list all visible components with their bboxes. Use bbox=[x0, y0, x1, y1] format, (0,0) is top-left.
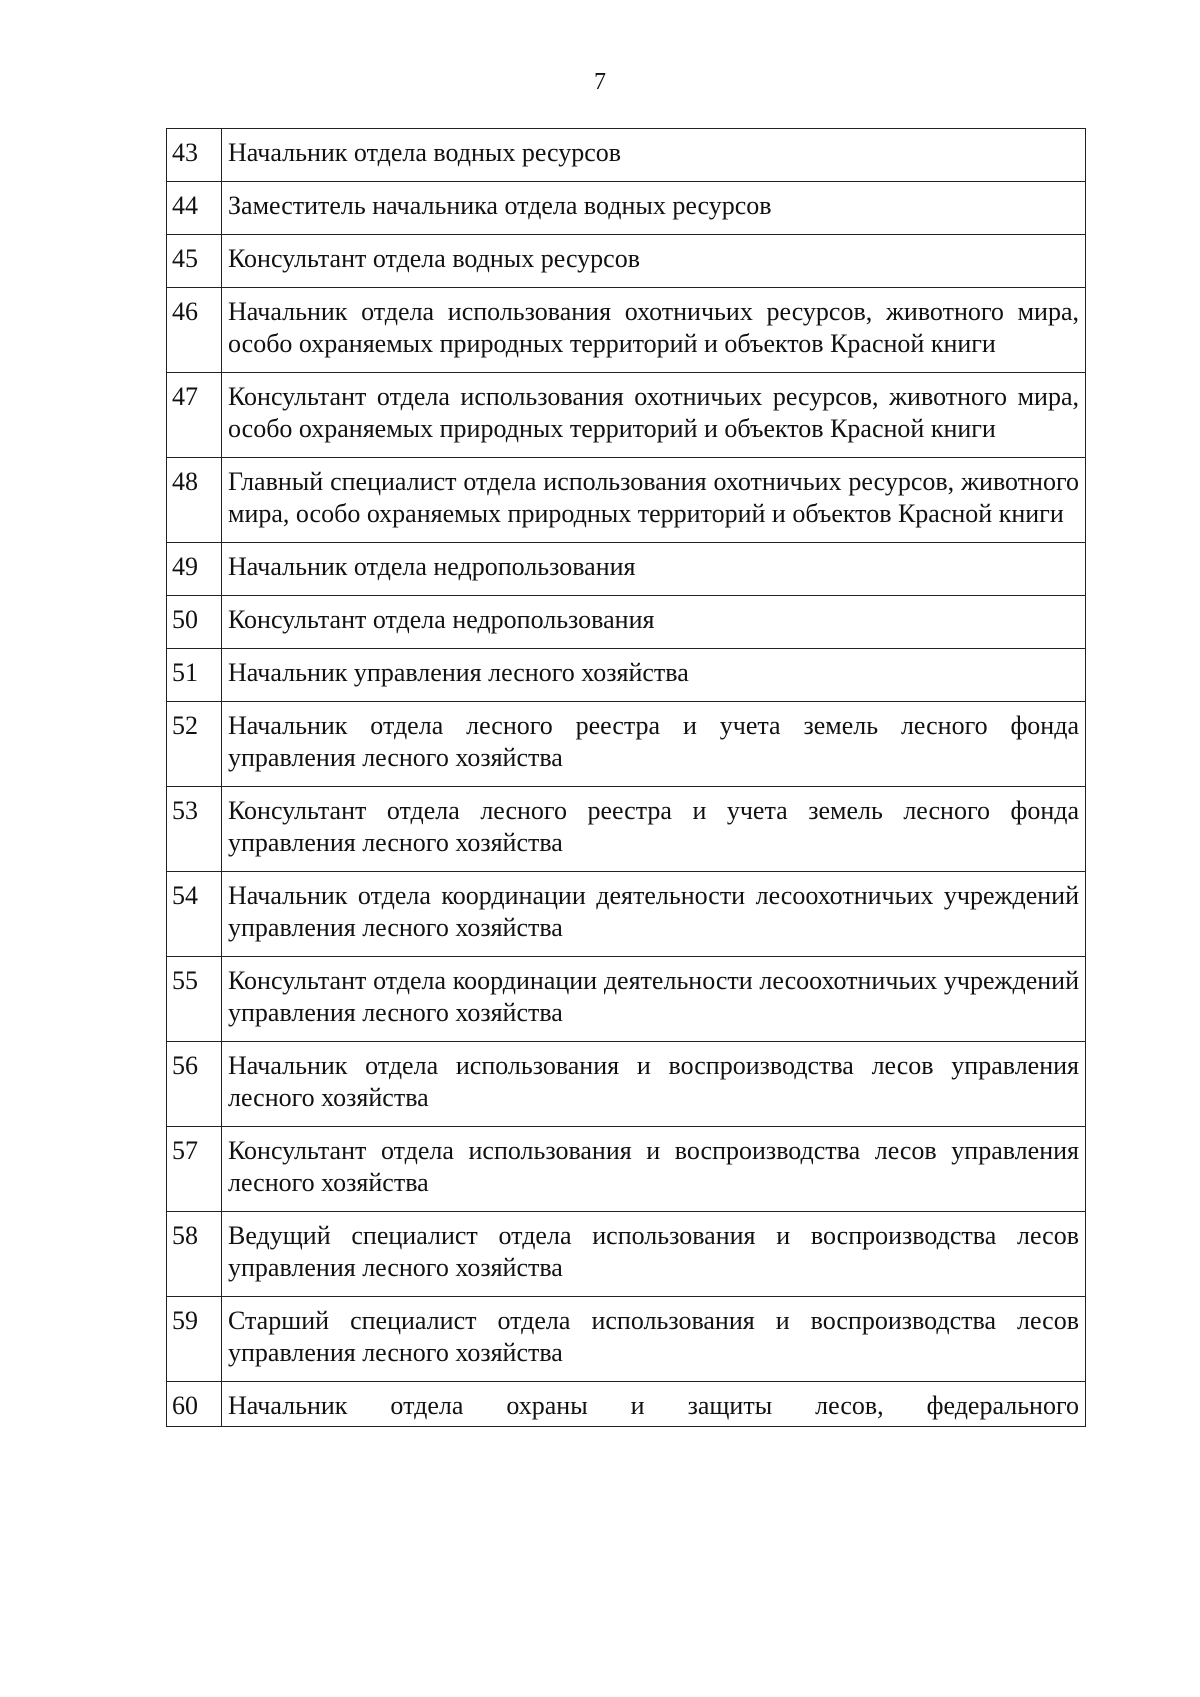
position-title: Заместитель начальника отдела водных ресурсов bbox=[222, 182, 1086, 235]
row-number: 52 bbox=[167, 702, 222, 787]
row-number: 44 bbox=[167, 182, 222, 235]
table-row bbox=[167, 872, 1086, 957]
row-number: 56 bbox=[167, 1042, 222, 1127]
table-row bbox=[167, 1212, 1086, 1297]
position-title: Начальник отдела водных ресурсов bbox=[222, 129, 1086, 182]
table-row bbox=[167, 288, 1086, 373]
position-title: Начальник отдела использования охотничьих ресурсов, животного мира, особо охраняемых природных территорий и объектов Красной книги bbox=[222, 288, 1086, 373]
position-title: Начальник отдела координации деятельности лесоохотничьих учреждений управления лесного хозяйства bbox=[222, 872, 1086, 957]
position-title: Консультант отдела координации деятельности лесоохотничьих учреждений управления лесного хозяйства bbox=[222, 957, 1086, 1042]
position-title: Консультант отдела использования охотничьих ресурсов, животного мира, особо охраняемых природных территорий и объектов Красной книги bbox=[222, 373, 1086, 458]
page-number: 7 bbox=[594, 69, 606, 95]
row-number: 48 bbox=[167, 458, 222, 543]
position-title: Консультант отдела лесного реестра и учета земель лесного фонда управления лесного хозяйства bbox=[222, 787, 1086, 872]
row-number: 55 bbox=[167, 957, 222, 1042]
table-row bbox=[167, 1042, 1086, 1127]
row-number: 60 bbox=[167, 1382, 222, 1427]
table-row bbox=[167, 182, 1086, 235]
row-number: 59 bbox=[167, 1297, 222, 1382]
position-title: Ведущий специалист отдела использования и воспроизводства лесов управления лесного хозяйства bbox=[222, 1212, 1086, 1297]
row-number: 53 bbox=[167, 787, 222, 872]
position-title: Начальник отдела лесного реестра и учета земель лесного фонда управления лесного хозяйства bbox=[222, 702, 1086, 787]
positions-table bbox=[166, 128, 1086, 1427]
table-row bbox=[167, 373, 1086, 458]
position-title: Начальник отдела охраны и защиты лесов, федерального bbox=[222, 1382, 1086, 1427]
position-title: Консультант отдела недропользования bbox=[222, 596, 1086, 649]
row-number: 54 bbox=[167, 872, 222, 957]
position-title: Главный специалист отдела использования охотничьих ресурсов, животного мира, особо охраняемых природных территорий и объектов Красной книги bbox=[222, 458, 1086, 543]
position-title: Консультант отдела использования и воспроизводства лесов управления лесного хозяйства bbox=[222, 1127, 1086, 1212]
table-row bbox=[167, 543, 1086, 596]
table-row bbox=[167, 596, 1086, 649]
table-row bbox=[167, 1297, 1086, 1382]
row-number: 49 bbox=[167, 543, 222, 596]
row-number: 51 bbox=[167, 649, 222, 702]
position-title: Консультант отдела водных ресурсов bbox=[222, 235, 1086, 288]
position-title: Начальник отдела использования и воспроизводства лесов управления лесного хозяйства bbox=[222, 1042, 1086, 1127]
table-row bbox=[167, 957, 1086, 1042]
position-title: Начальник отдела недропользования bbox=[222, 543, 1086, 596]
table-row bbox=[167, 1127, 1086, 1212]
table-row bbox=[167, 702, 1086, 787]
table-row bbox=[167, 649, 1086, 702]
table-row bbox=[167, 787, 1086, 872]
row-number: 46 bbox=[167, 288, 222, 373]
row-number: 58 bbox=[167, 1212, 222, 1297]
position-title: Начальник управления лесного хозяйства bbox=[222, 649, 1086, 702]
row-number: 50 bbox=[167, 596, 222, 649]
table-row bbox=[167, 458, 1086, 543]
table-row bbox=[167, 235, 1086, 288]
table-row bbox=[167, 1382, 1086, 1427]
row-number: 45 bbox=[167, 235, 222, 288]
position-title: Старший специалист отдела использования и воспроизводства лесов управления лесного хозяйства bbox=[222, 1297, 1086, 1382]
table-row bbox=[167, 129, 1086, 182]
row-number: 57 bbox=[167, 1127, 222, 1212]
row-number: 43 bbox=[167, 129, 222, 182]
row-number: 47 bbox=[167, 373, 222, 458]
